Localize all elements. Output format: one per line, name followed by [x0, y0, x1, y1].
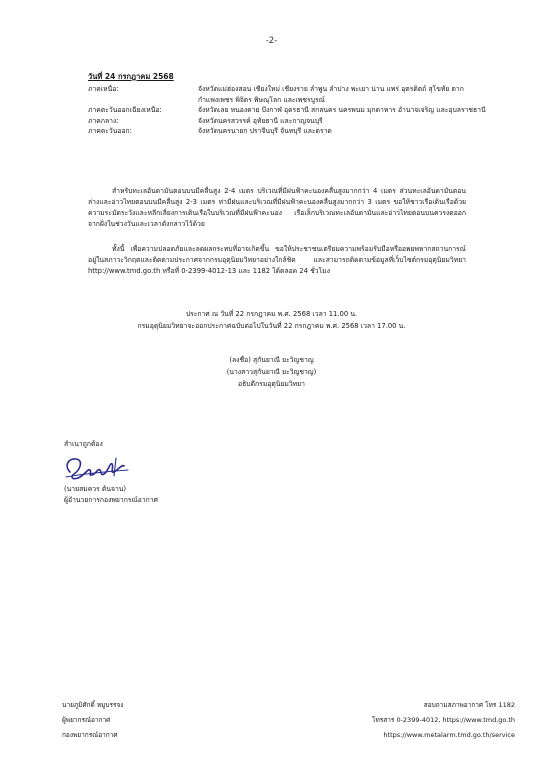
region-label: ภาคเหนือ: [88, 85, 119, 93]
next-announcement: กรมอุตุนิยมวิทยาจะออกประกาศฉบับต่อไปในวันที่ 22 กรกฎาคม พ.ศ. 2568 เวลา 17.00 น. [137, 322, 406, 330]
signer-name: (นางสาวสุกันยาณี ยะวิญชาญ) [226, 368, 317, 376]
region-provinces: จังหวัดเลย หนองคาย บึงกาฬ อุดรธานี สกลนคร นครพนม มุกดาหาร อำนาจเจริญ และอุบลราชธานี [198, 106, 486, 114]
signer-title: อธิบดีกรมอุตุนิยมวิทยา [238, 380, 305, 388]
copy-signer-block [64, 484, 158, 506]
copy-signer-name: (นายสมควร ต้นจาน) [64, 485, 127, 493]
page-number: -2- [265, 36, 278, 46]
region-provinces: จังหวัดนครสวรรค์ อุทัยธานี และกาญจนบุรี [198, 116, 323, 125]
footer-right-line: https://www.metalarm.tmd.go.th/service [383, 731, 515, 739]
footer-left-line: กองพยากรณ์อากาศ [62, 731, 118, 739]
region-row-central [88, 116, 488, 127]
safety-advice-paragraph: ทั้งนี้ เพื่อความปลอดภัยและลดผลกระทบที่อาจเกิดขึ้น ขอให้ประชาชนเตรียมความพร้อมรับมือหรืออพยพหากสถานการณ์อยู่ในสภาวะวิกฤตและติดตามประกาศจากกรมอุตุนิยมวิทยาอย่างใกล้ชิด และสามารถติดตามข้อมูลที่เว็บไซต์กรมอุตุนิยมวิทยา http://www.tmd.go.th หรือที่ 0-2399-4012-13 และ 1182 ได้ตลอด 24 ชั่วโมง [88, 245, 466, 275]
region-label: ภาคกลาง: [88, 116, 119, 125]
footer-right [372, 698, 515, 743]
copy-certified-label: สำเนาถูกต้อง [64, 440, 103, 448]
region-label: ภาคตะวันออก: [88, 127, 132, 135]
region-list [88, 84, 488, 137]
region-label: ภาคตะวันออกเฉียงเหนือ: [88, 106, 162, 114]
footer-left [62, 698, 123, 743]
date-heading: วันที่ 24 กรกฎาคม 2568 [88, 72, 174, 81]
region-row-east [88, 126, 488, 137]
region-row-northeast [88, 105, 488, 116]
director-signature-block [0, 354, 543, 390]
region-row-north [88, 84, 488, 105]
footer-left-line: นายภูมิศักดิ์ หมูบรรจง [62, 701, 124, 709]
region-provinces: จังหวัดนครนายก ปราจีนบุรี จันทบุรี และตราด [198, 127, 332, 135]
footer-left-line: ผู้พยากรณ์อากาศ [62, 716, 111, 724]
region-provinces: จังหวัดแม่ฮ่องสอน เชียงใหม่ เชียงราย ลำพูน ลำปาง พะเยา น่าน แพร่ อุตรดิตถ์ สุโขทัย ตาก กำแพงเพชร พิจิตร พิษณุโลก และเพชรบูรณ์ [198, 85, 464, 104]
marine-warning-paragraph: สำหรับทะเลอันดามันตอนบนมีคลื่นสูง 2-4 เมตร บริเวณที่มีฝนฟ้าคะนองคลื่นสูงมากกว่า 4 เมตร ส่วนทะเลอันดามันตอนล่างและอ่าวไทยตอนบนมีคลื่นสูง 2-3 เมตร ท่ามีฝนและบริเวณที่มีฝนฟ้าคะนองคลื่นสูงมากกว่า 3 เมตร ขอให้ชาวเรือเดินเรือด้วยความระมัดระวังและหลีกเลี่ยงการเดินเรือในบริเวณที่มีฝนฟ้าคะนอง เรือเล็กบริเวณทะเลอันดามันและอ่าวไทยตอนบนควรงดออกจากฝั่งในช่วงวันและเวลาดังกล่าวไว้ด้วย [88, 187, 466, 228]
footer-right-line: สอบถามสภาพอากาศ โทร 1182 [423, 701, 515, 709]
announcement-block [0, 308, 543, 332]
footer-right-line: โทรสาร 0-2399-4012, https://www.tmd.go.th [372, 716, 515, 724]
handwritten-signature [62, 450, 132, 488]
announcement-time: ประกาศ ณ วันที่ 22 กรกฎาคม พ.ศ. 2568 เวลา 11.00 น. [185, 310, 358, 318]
signer-signed: (ลงชื่อ) สุกันยาณี ยะวิญชาญ [229, 356, 314, 364]
copy-signer-title: ผู้อำนวยการกองพยากรณ์อากาศ [64, 496, 158, 504]
